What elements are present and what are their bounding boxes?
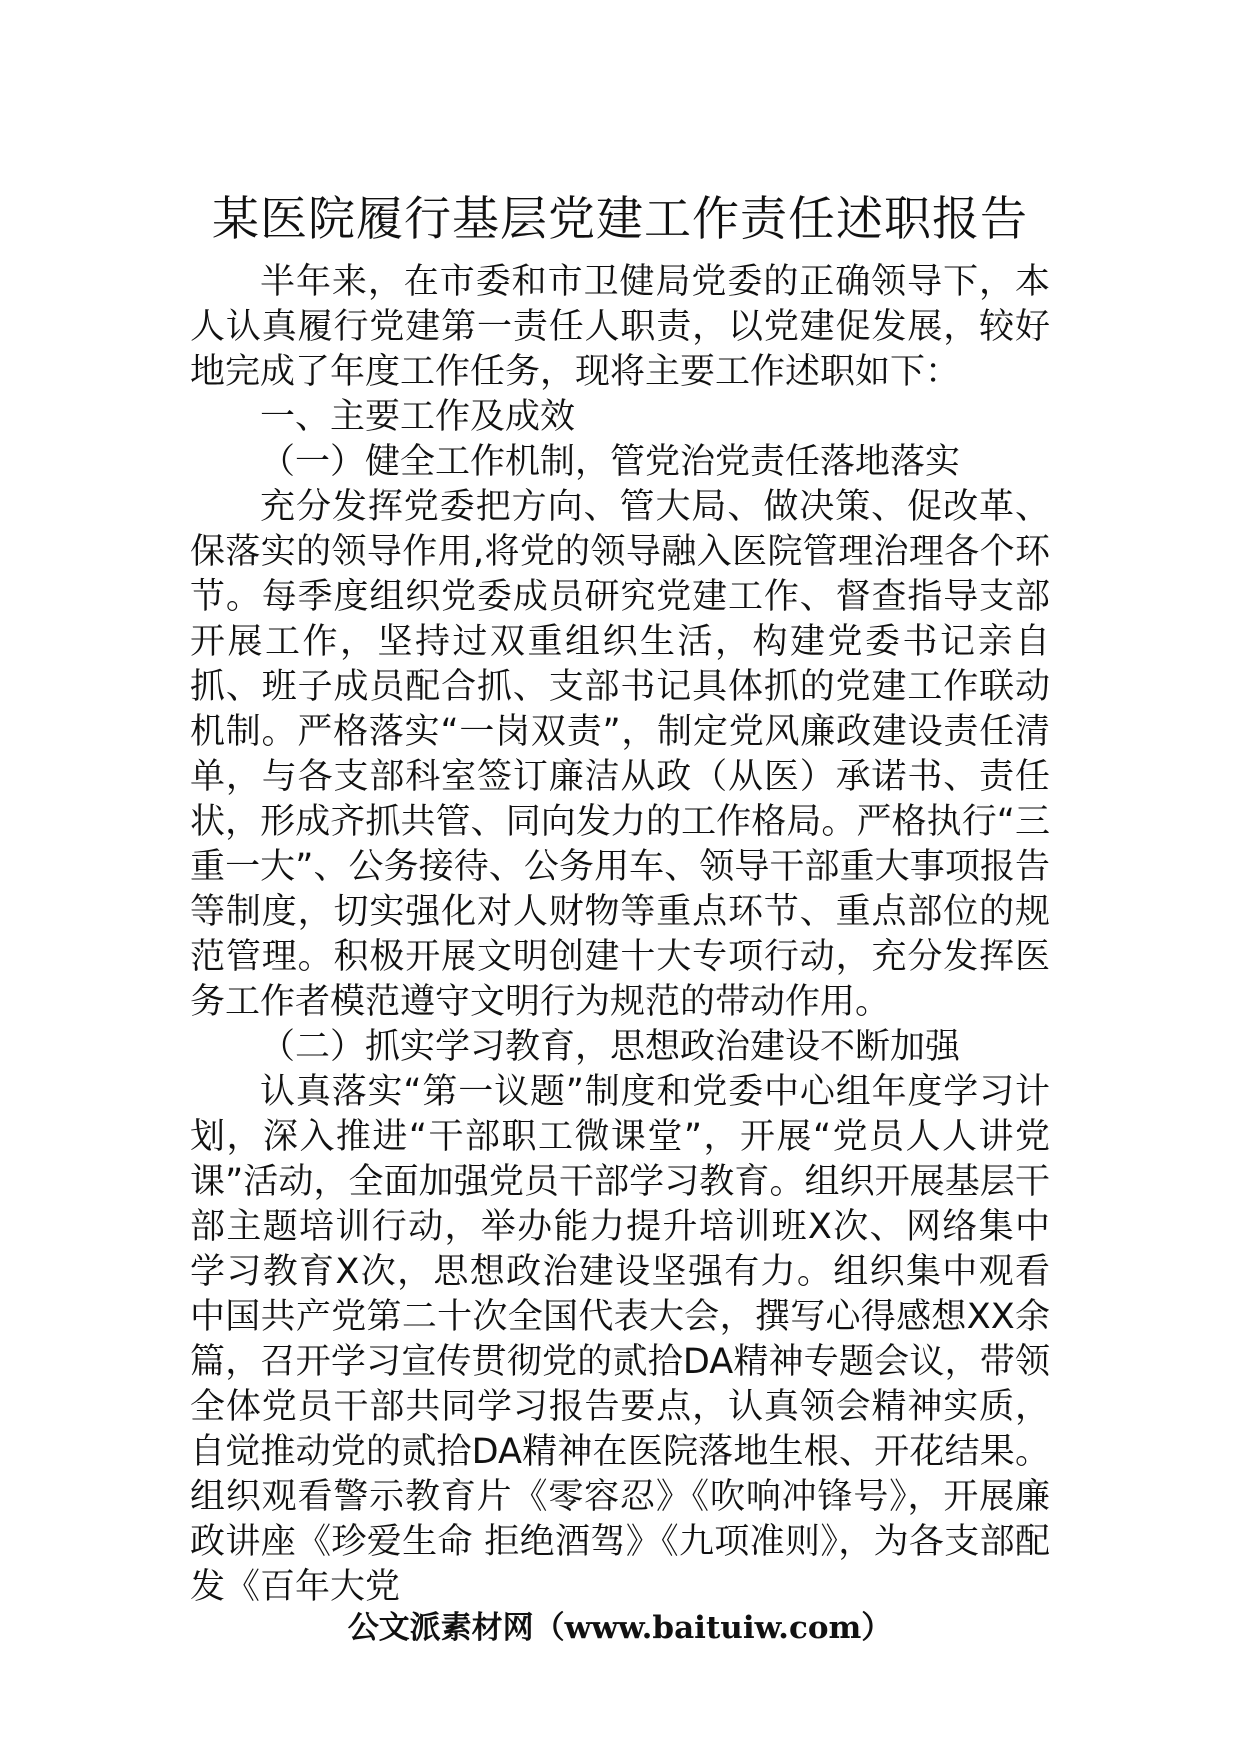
footer-watermark: 公文派素材网（www.baituiw.com） <box>347 1610 893 1646</box>
intro-paragraph: 半年来，在市委和市卫健局党委的正确领导下，本人认真履行党建第一责任人职责，以党建促发展，较好地完成了年度工作任务，现将主要工作述职如下： <box>190 262 1050 392</box>
document-title: 某医院履行基层党建工作责任述职报告 <box>212 192 1028 247</box>
body-paragraph-1: 充分发挥党委把方向、管大局、做决策、促改革、保落实的领导作用,将党的领导融入医院管理治理各个环节。每季度组织党委成员研究党建工作、督查指导支部开展工作，坚持过双重组织生活，构建党委书记亲自抓、班子成员配合抓、支部书记具体抓的党建工作联动机制。严格落实“一岗双责”，制定党风廉政建设责任清单，与各支部科室签订廉洁从政（从医）承诺书、责任状，形成齐抓共管、同向发力的工作格局。严格执行“三重一大”、公务接待、公务用车、领导干部重大事项报告等制度，切实强化对人财物等重点环节、重点部位的规范管理。积极开展文明创建十大专项行动，充分发挥医务工作者模范遵守文明行为规范的带动作用。 <box>190 487 1050 1022</box>
section-heading-1: 一、主要工作及成效 <box>260 397 576 437</box>
subsection-heading-1: （一）健全工作机制，管党治党责任落地落实 <box>260 442 961 482</box>
body-paragraph-2: 认真落实“第一议题”制度和党委中心组年度学习计划，深入推进“干部职工微课堂”，开展“党员人人讲党课”活动，全面加强党员干部学习教育。组织开展基层干部主题培训行动，举办能力提升培训班X次、网络集中学习教育X次，思想政治建设坚强有力。组织集中观看中国共产党第二十次全国代表大会，撰写心得感想XX余篇，召开学习宣传贯彻党的贰拾DA精神专题会议，带领全体党员干部共同学习报告要点，认真领会精神实质，自觉推动党的贰拾DA精神在医院落地生根、开花结果。组织观看警示教育片《零容忍》《吹响冲锋号》，开展廉政讲座《珍爱生命 拒绝酒驾》《九项准则》，为各支部配发《百年大党 <box>190 1072 1050 1607</box>
subsection-heading-2: （二）抓实学习教育，思想政治建设不断加强 <box>260 1027 961 1067</box>
document-body <box>190 260 1050 1610</box>
